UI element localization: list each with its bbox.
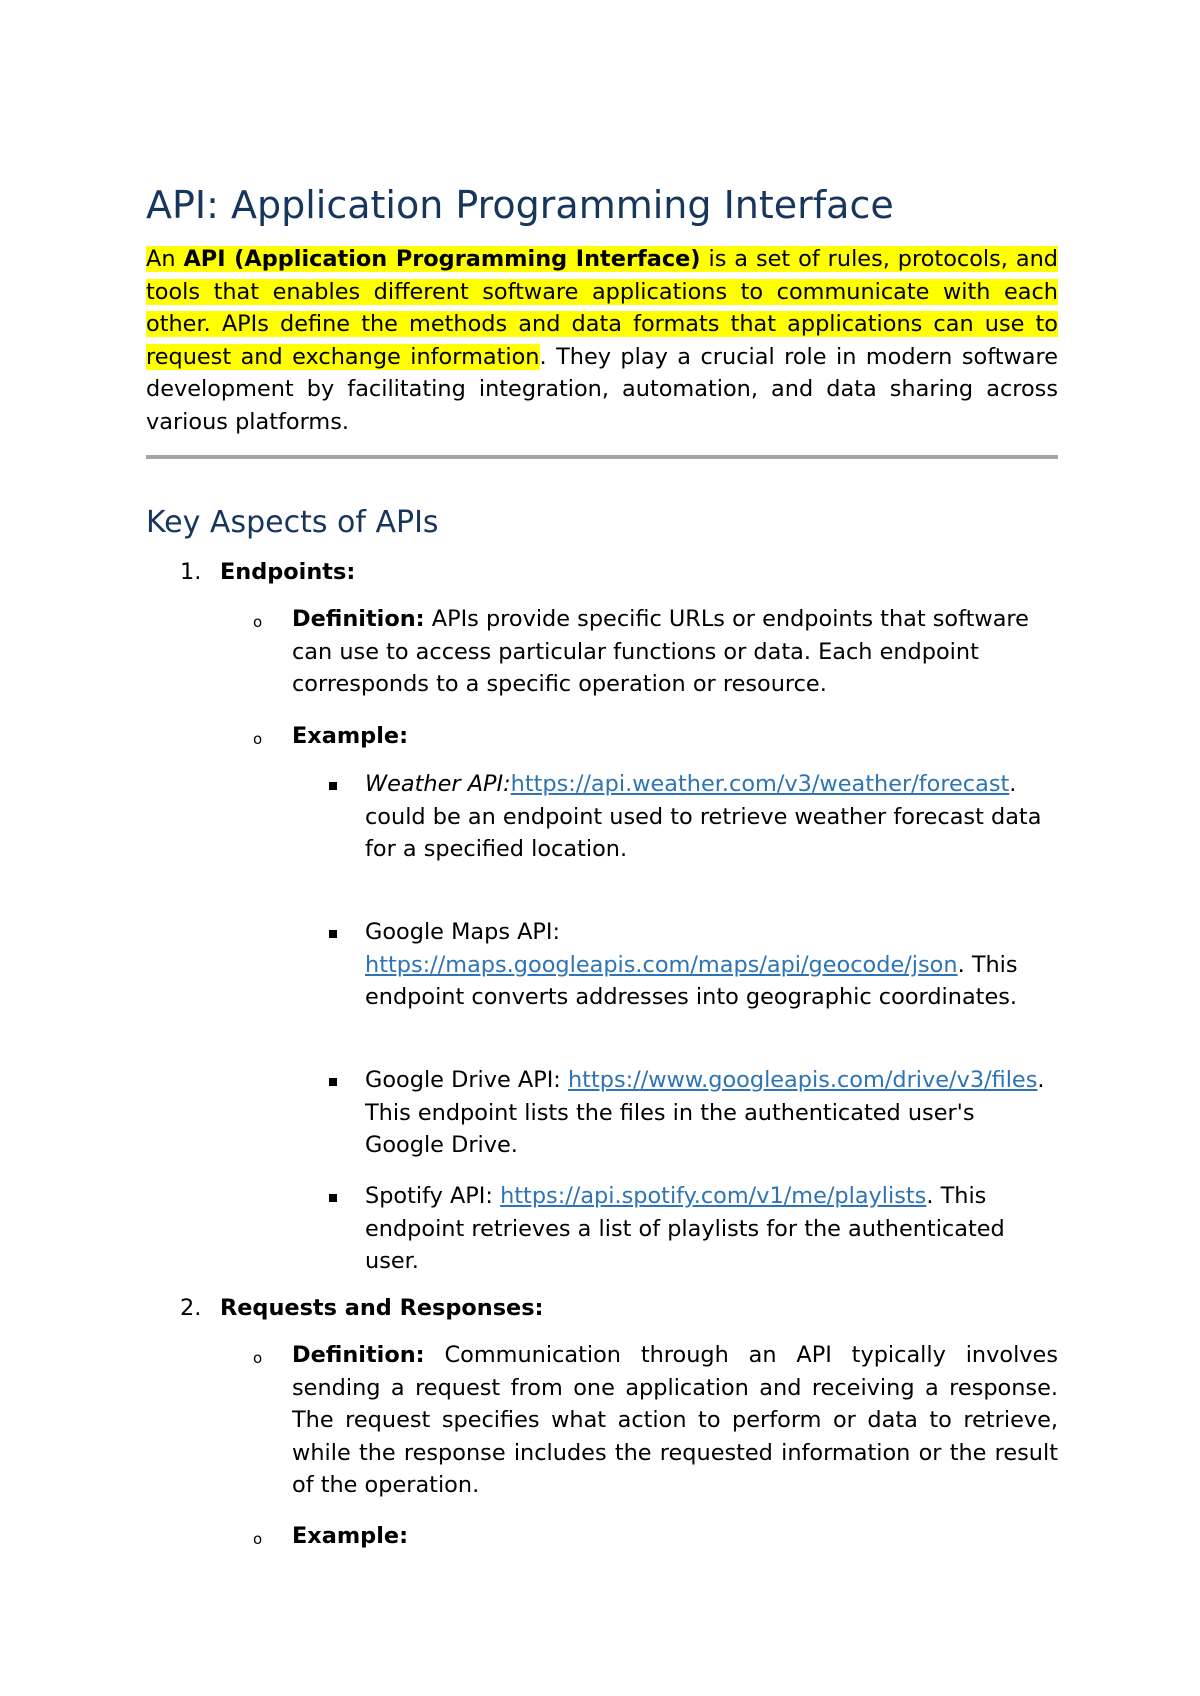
spotify-api-link[interactable]: https://api.spotify.com/v1/me/playlists [500, 1183, 927, 1209]
intro-paragraph [146, 243, 1058, 439]
example-prefix: Google Drive API: [365, 1067, 568, 1093]
example-label: Example: [292, 1523, 409, 1549]
list-item-label: Requests and Responses: [220, 1295, 544, 1321]
endpoints-definition [292, 603, 1058, 701]
example-suffix: . This endpoint retrieves a list of playlists for the authenticated user. [365, 1183, 1005, 1275]
example-suffix: . This endpoint lists the files in the authenticated user's Google Drive. [365, 1067, 1045, 1159]
list-item-endpoints [180, 556, 355, 588]
example-suffix: . This endpoint converts addresses into geographic coordinates. [365, 951, 1018, 1011]
requests-example-label [292, 1520, 1058, 1553]
definition-text: Communication through an API typically involves sending a request from one application and receiving a response. The request specifies what action to perform or data to retrieve, while the response includes the requested information or the result of the operation. [292, 1342, 1058, 1499]
requests-definition [292, 1339, 1058, 1502]
example-suffix: . could be an endpoint used to retrieve weather forecast data for a specified location. [365, 771, 1042, 863]
square-bullet-icon [329, 930, 337, 938]
google-maps-api-link[interactable]: https://maps.googleapis.com/maps/api/geocode/json [365, 951, 958, 978]
google-drive-api-link[interactable]: https://www.googleapis.com/drive/v3/files [567, 1067, 1038, 1093]
intro-text-3: . They play a crucial role in modern software development by facilitating integration, automation, and data sharing across various platforms. [146, 343, 1058, 435]
page-title: API: Application Programming Interface [146, 183, 894, 227]
intro-bold-term: API (Application Programming Interface) [183, 246, 701, 272]
example-google-maps [365, 916, 1058, 1014]
definition-label: Definition: [292, 606, 425, 632]
example-prefix: Weather API: [365, 771, 511, 797]
intro-text-1: An [146, 246, 184, 272]
definition-text: APIs provide specific URLs or endpoints that software can use to access particular functions or data. Each endpoint corresponds to a specific operation or resource. [292, 606, 1029, 698]
weather-api-link[interactable]: https://api.weather.com/v3/weather/forecast [510, 771, 1010, 797]
example-prefix: Spotify API: [365, 1183, 501, 1209]
example-prefix: Google Maps API: [365, 919, 561, 945]
circle-bullet-icon: o [253, 1349, 263, 1367]
section-heading: Key Aspects of APIs [146, 505, 439, 540]
intro-text-2: is a set of rules, protocols, and tools that enables different software applications to communicate with each other. APIs define the methods and data formats that applications can use to request and exchange information [146, 246, 1058, 370]
horizontal-divider [146, 455, 1058, 459]
example-label: Example: [292, 723, 409, 749]
example-spotify [365, 1180, 1058, 1278]
circle-bullet-icon: o [253, 613, 263, 631]
list-number: 2. [180, 1295, 202, 1321]
definition-label: Definition: [292, 1342, 425, 1368]
square-bullet-icon [329, 1194, 337, 1202]
example-google-drive [365, 1064, 1058, 1162]
list-item-requests-responses [180, 1292, 544, 1324]
list-item-label: Endpoints: [220, 559, 356, 585]
endpoints-example-label [292, 720, 1058, 753]
circle-bullet-icon: o [253, 730, 263, 748]
example-weather [365, 768, 1058, 866]
list-number: 1. [180, 559, 202, 585]
square-bullet-icon [329, 782, 337, 790]
circle-bullet-icon: o [253, 1530, 263, 1548]
square-bullet-icon [329, 1078, 337, 1086]
